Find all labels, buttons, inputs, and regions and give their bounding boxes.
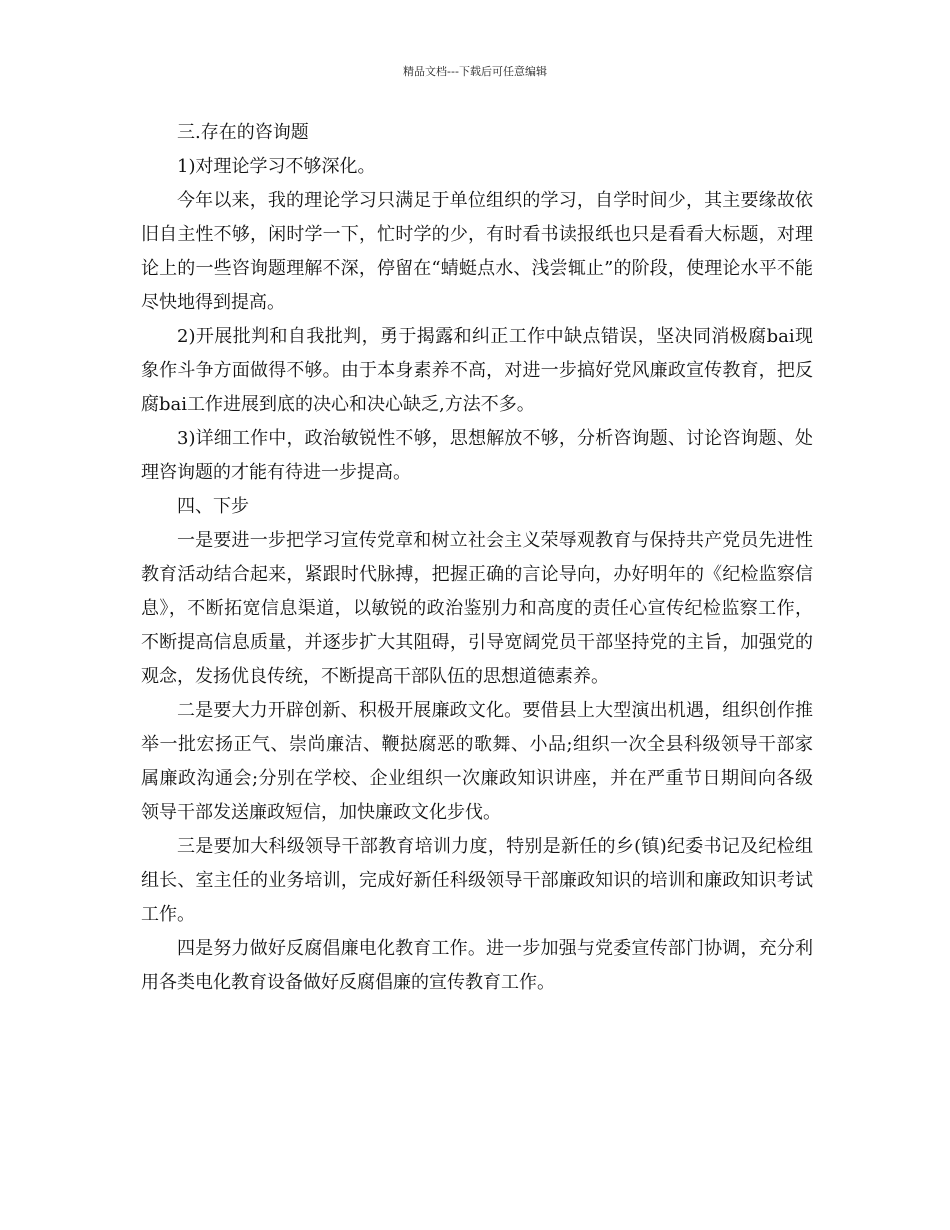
- issue-3-body: 3)详细工作中，政治敏锐性不够，思想解放不够，分析咨询题、讨论咨询题、处理咨询题的才能有待进一步提高。: [141, 428, 813, 483]
- section-heading-next-steps: 四、下步: [177, 496, 249, 517]
- next-step-4: 四是努力做好反腐倡廉电化教育工作。进一步加强与党委宣传部门协调，充分利用各类电化教育设备做好反腐倡廉的宣传教育工作。: [141, 938, 813, 993]
- next-step-3: 三是要加大科级领导干部教育培训力度，特别是新任的乡(镇)纪委书记及纪检组组长、室主任的业务培训，完成好新任科级领导干部廉政知识的培训和廉政知识考试工作。: [141, 836, 813, 925]
- page-header: 精品文档---下载后可任意编辑: [403, 65, 547, 78]
- issue-2-body: 2)开展批判和自我批判，勇于揭露和纠正工作中缺点错误，坚决同消极腐bai现象作斗争方面做得不够。由于本身素养不高，对进一步搞好党风廉政宣传教育，把反腐bai工作进展到底的决心和决心缺乏,方法不多。: [141, 326, 813, 415]
- issue-1-body: 今年以来，我的理论学习只满足于单位组织的学习，自学时间少，其主要缘故依旧自主性不够，闲时学一下，忙时学的少，有时看书读报纸也只是看看大标题，对理论上的一些咨询题理解不深，停留在“蜻蜓点水、浅尝辄止”的阶段，使理论水平不能尽快地得到提高。: [141, 190, 813, 313]
- document-body: [141, 116, 813, 1000]
- issue-1-title: 1)对理论学习不够深化。: [177, 156, 376, 177]
- next-step-1: 一是要进一步把学习宣传党章和树立社会主义荣辱观教育与保持共产党员先进性教育活动结合起来，紧跟时代脉搏，把握正确的言论导向，办好明年的《纪检监察信息》，不断拓宽信息渠道，以敏锐的政治鉴别力和高度的责任心宣传纪检监察工作，不断提高信息质量，并逐步扩大其阻碍，引导宽阔党员干部坚持党的主旨，加强党的观念，发扬优良传统，不断提高干部队伍的思想道德素养。: [141, 530, 813, 687]
- section-heading-issues: 三.存在的咨询题: [177, 122, 309, 143]
- next-step-2: 二是要大力开辟创新、积极开展廉政文化。要借县上大型演出机遇，组织创作推举一批宏扬正气、崇尚廉洁、鞭挞腐恶的歌舞、小品;组织一次全县科级领导干部家属廉政沟通会;分别在学校、企业组织一次廉政知识讲座，并在严重节日期间向各级领导干部发送廉政短信，加快廉政文化步伐。: [141, 700, 813, 823]
